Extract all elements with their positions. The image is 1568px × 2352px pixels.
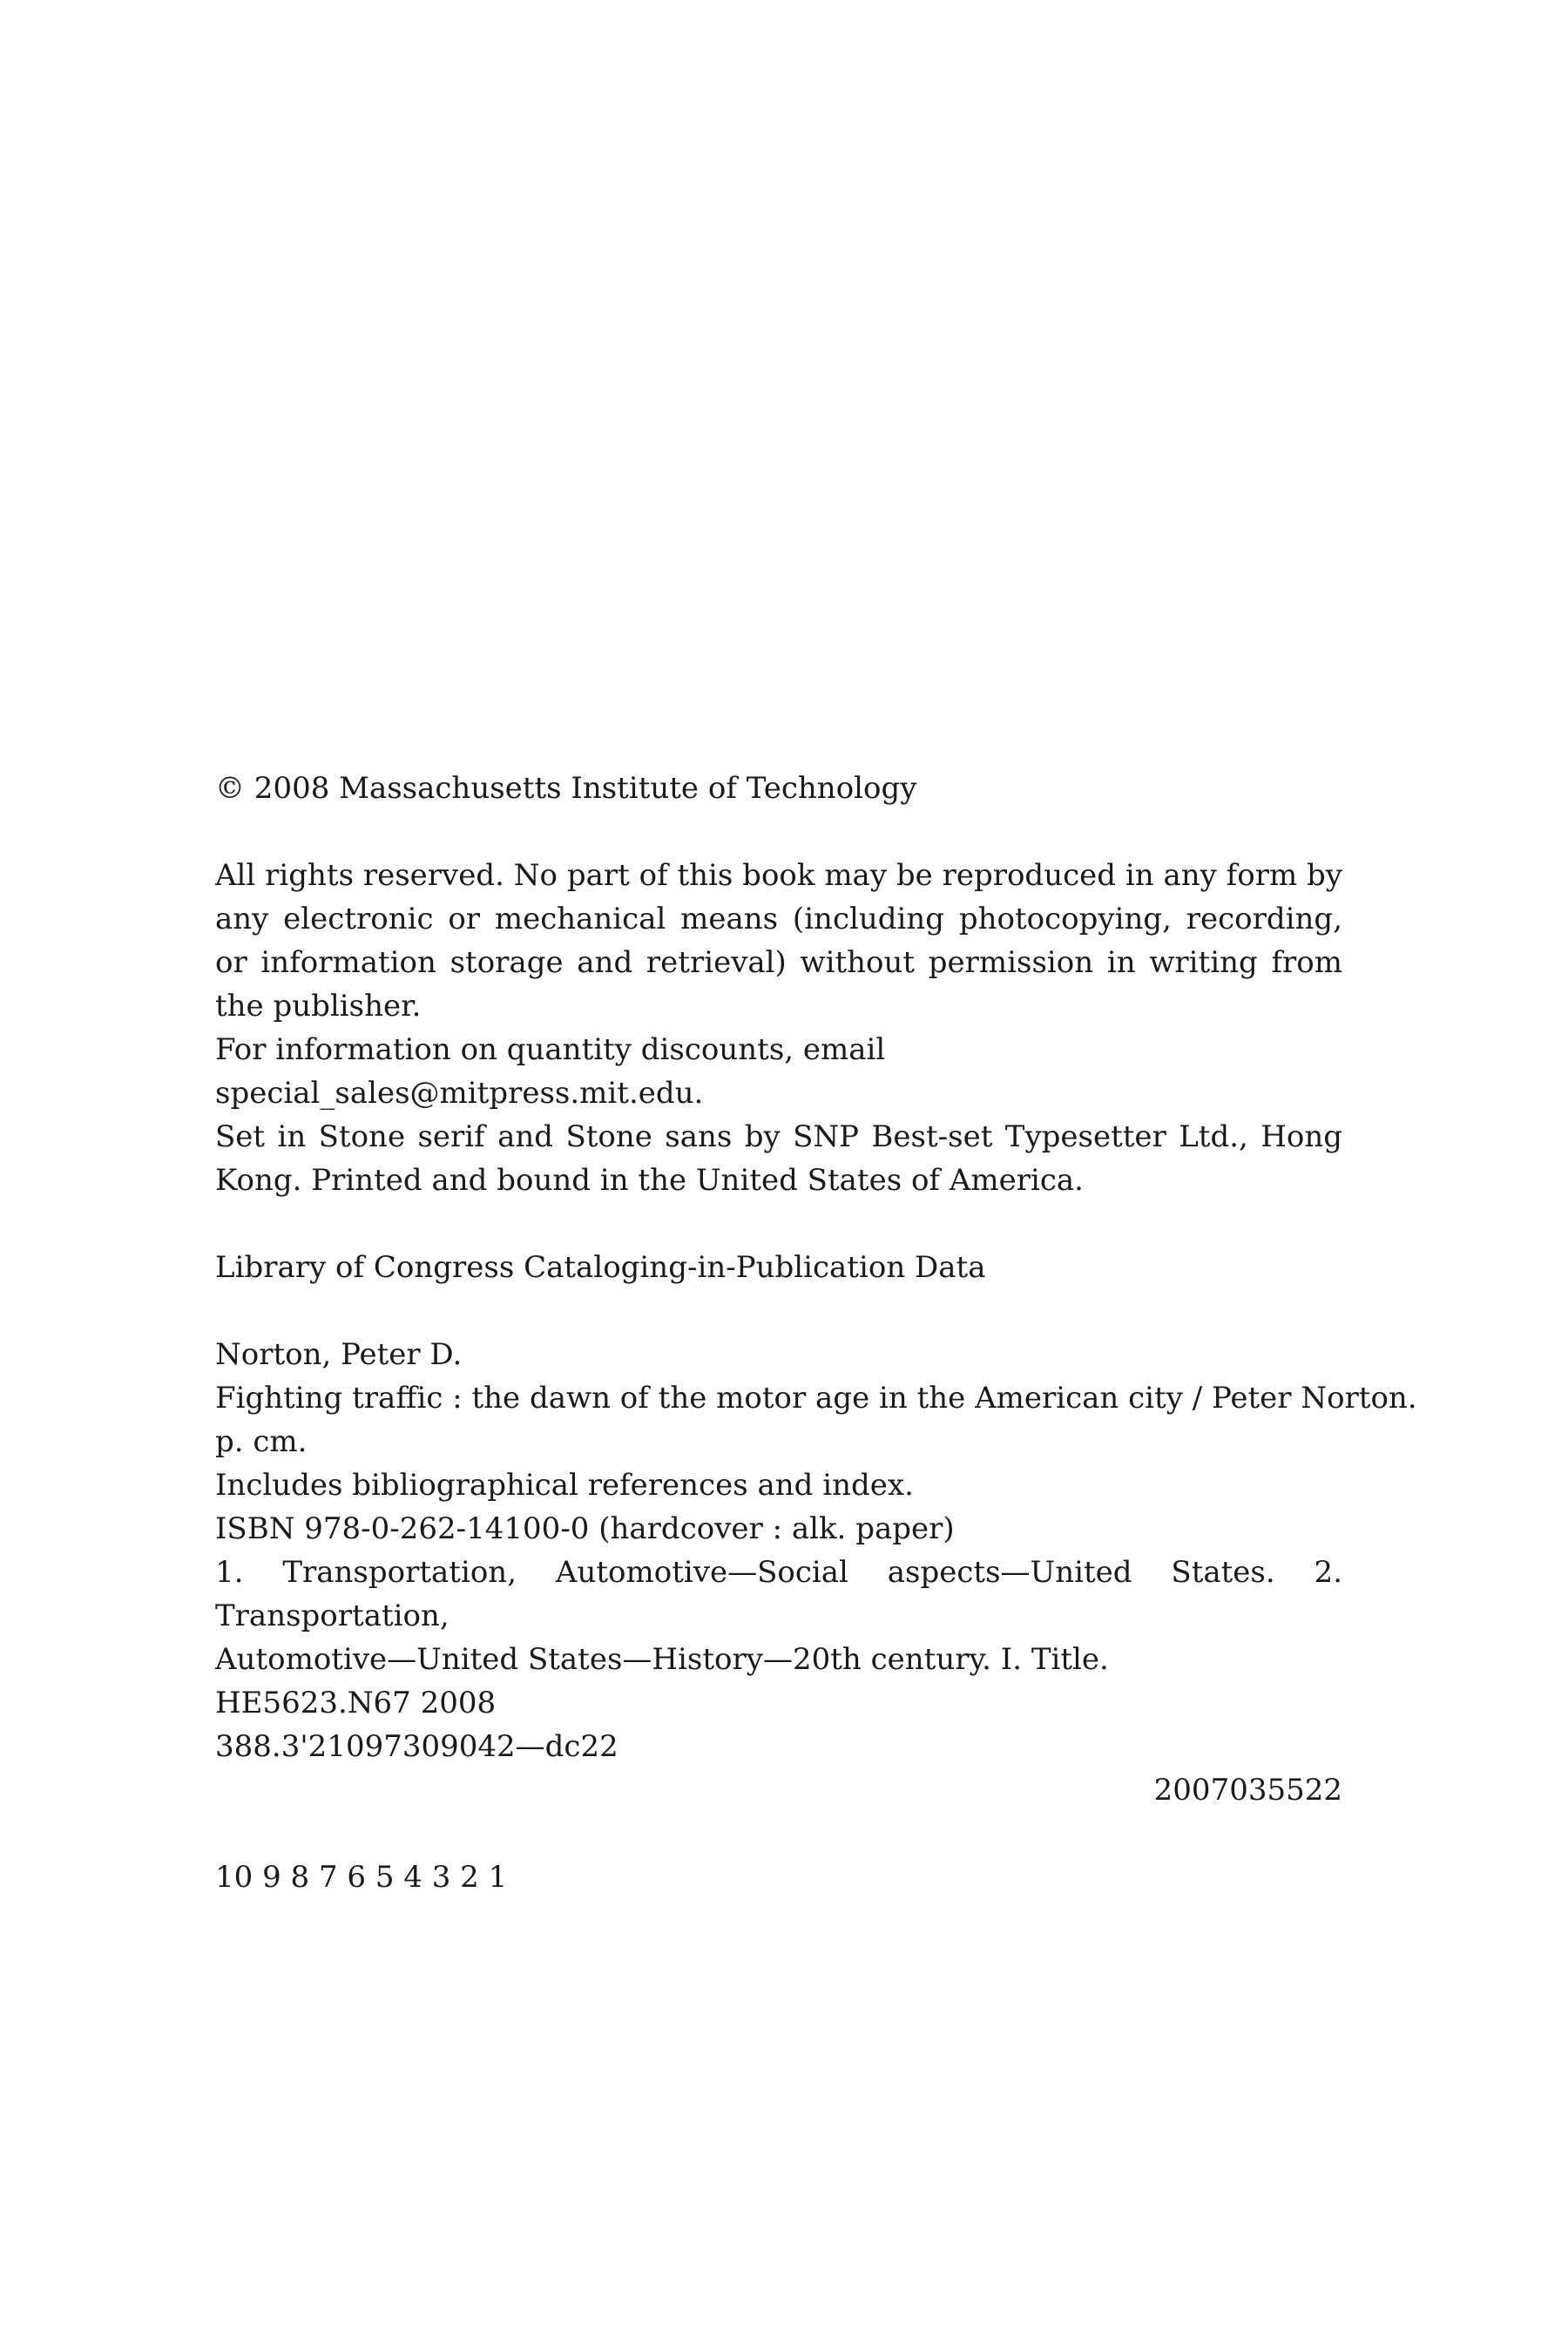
lccn: 2007035522 [1153, 1773, 1342, 1808]
lc-call-number: HE5623.N67 2008 [215, 1686, 497, 1720]
cip-includes: Includes bibliographical references and index. [215, 1468, 914, 1503]
cip-subjects-line-2: Automotive—United States—History—20th century. I. Title. [215, 1642, 1109, 1677]
cip-isbn: ISBN 978-0-262-14100-0 (hardcover : alk. paper) [215, 1511, 955, 1546]
copyright-notice: © 2008 Massachusetts Institute of Technology [215, 771, 917, 806]
cip-heading: Library of Congress Cataloging-in-Publication Data [215, 1250, 986, 1285]
cip-title: Fighting traffic : the dawn of the motor age in the American city / Peter Norton. [215, 1381, 1417, 1416]
rights-statement: All rights reserved. No part of this book may be reproduced in any form by any electronic or mechanical means (including photocopying, recording, or information storage and retrieval) without permission in writing from the publisher. [215, 858, 1342, 1024]
typesetting-note: Set in Stone serif and Stone sans by SNP Best-set Typesetter Ltd., Hong Kong. Printed and bound in the United States of America. [215, 1119, 1342, 1198]
cip-record [215, 1333, 1417, 1681]
classification-block [215, 1681, 1342, 1812]
cip-subjects-line-1: 1. Transportation, Automotive—Social aspects—United States. 2. Transportation, [215, 1555, 1342, 1633]
cip-pages: p. cm. [215, 1424, 308, 1459]
cip-author: Norton, Peter D. [215, 1337, 463, 1372]
discounts-notice: For information on quantity discounts, email special_sales@mitpress.mit.edu. [215, 1032, 886, 1111]
printing-line: 10 9 8 7 6 5 4 3 2 1 [215, 1860, 508, 1895]
dewey-number: 388.3'21097309042—dc22 [215, 1729, 618, 1764]
